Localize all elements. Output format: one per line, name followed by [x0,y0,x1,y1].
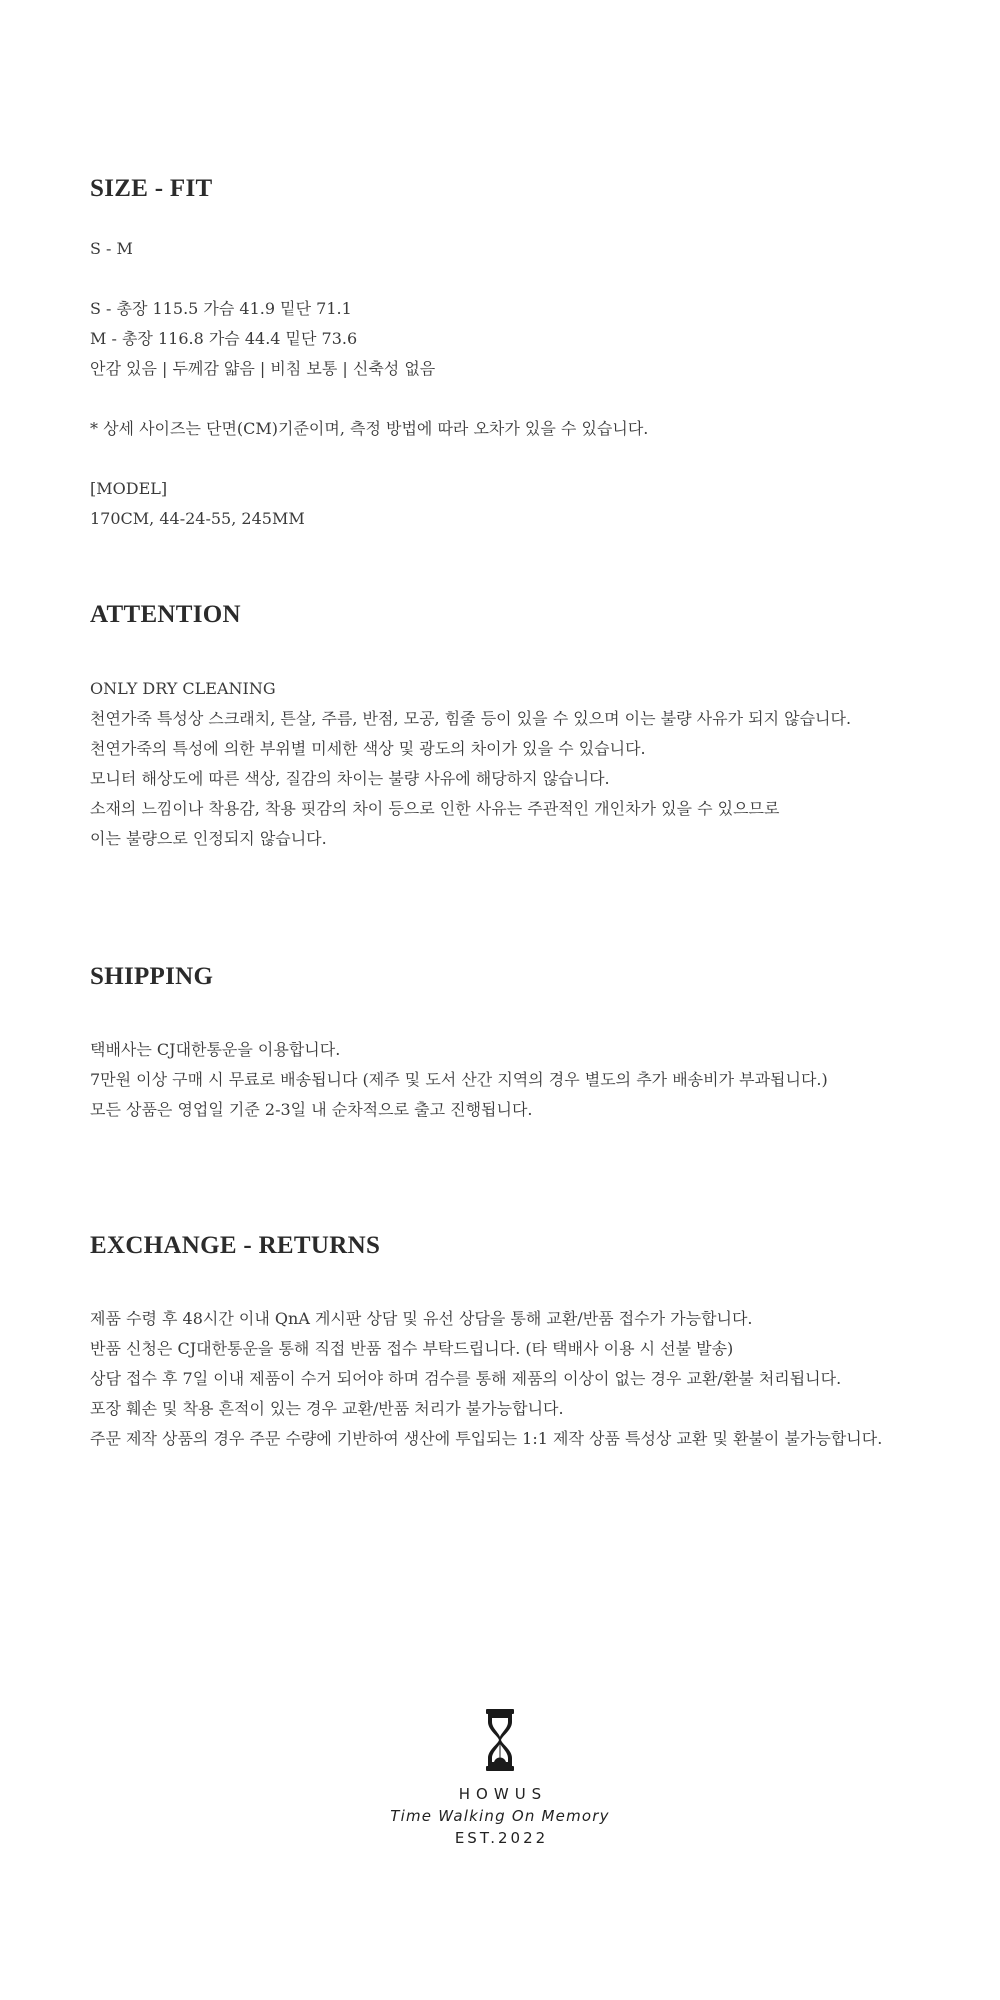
size-m-measurements: M - 총장 116.8 가슴 44.4 밑단 73.6 [90,329,358,348]
exchange-returns-heading: EXCHANGE - RETURNS [90,1232,381,1259]
attention-line: 천연가죽의 특성에 의한 부위별 미세한 색상 및 광도의 차이가 있을 수 있습니다. [90,739,646,758]
attention-heading: ATTENTION [90,601,241,628]
hourglass-icon [483,1708,517,1772]
exchange-returns-section [90,1231,950,1454]
attention-section [90,600,950,854]
attention-line: ONLY DRY CLEANING [90,679,276,698]
shipping-section [90,962,950,1125]
exchange-line: 제품 수령 후 48시간 이내 QnA 게시판 상담 및 유선 상담을 통해 교환/반품 접수가 가능합니다. [90,1309,753,1328]
attention-line: 모니터 해상도에 따른 색상, 질감의 차이는 불량 사유에 해당하지 않습니다. [90,769,610,788]
attention-line: 소재의 느낌이나 착용감, 착용 핏감의 차이 등으로 인한 사유는 주관적인 개인차가 있을 수 있으므로 [90,799,780,818]
attention-line: 이는 불량으로 인정되지 않습니다. [90,829,327,848]
brand-name: HOWUS [458,1785,548,1803]
exchange-line: 반품 신청은 CJ대한통운을 통해 직접 반품 접수 부탁드립니다. (타 택배사 이용 시 선불 발송) [90,1339,734,1358]
model-label: [MODEL] [90,479,168,498]
fabric-features: 안감 있음 | 두께감 얇음 | 비침 보통 | 신축성 없음 [90,359,436,378]
exchange-line: 상담 접수 후 7일 이내 제품이 수거 되어야 하며 검수를 통해 제품의 이상이 없는 경우 교환/환불 처리됩니다. [90,1369,842,1388]
model-info: 170CM, 44-24-55, 245MM [90,509,305,528]
shipping-line: 택배사는 CJ대한통운을 이용합니다. [90,1040,341,1059]
size-range: S - M [90,239,133,258]
brand-footer [0,1708,1000,1848]
shipping-line: 7만원 이상 구매 시 무료로 배송됩니다 (제주 및 도서 산간 지역의 경우 별도의 추가 배송비가 부과됩니다.) [90,1070,828,1089]
exchange-line: 주문 제작 상품의 경우 주문 수량에 기반하여 생산에 투입되는 1:1 제작 상품 특성상 교환 및 환불이 불가능합니다. [90,1429,883,1448]
exchange-line: 포장 훼손 및 착용 흔적이 있는 경우 교환/반품 처리가 불가능합니다. [90,1399,564,1418]
attention-line: 천연가죽 특성상 스크래치, 튼살, 주름, 반점, 모공, 힘줄 등이 있을 수 있으며 이는 불량 사유가 되지 않습니다. [90,709,852,728]
size-s-measurements: S - 총장 115.5 가슴 41.9 밑단 71.1 [90,299,352,318]
brand-established: EST.2022 [454,1829,549,1847]
size-note: * 상세 사이즈는 단면(CM)기준이며, 측정 방법에 따라 오차가 있을 수 있습니다. [90,419,649,438]
size-fit-heading: SIZE - FIT [90,175,213,202]
size-fit-section [90,174,950,534]
shipping-heading: SHIPPING [90,963,214,990]
shipping-line: 모든 상품은 영업일 기준 2-3일 내 순차적으로 출고 진행됩니다. [90,1100,533,1119]
brand-tagline: Time Walking On Memory [390,1807,610,1825]
